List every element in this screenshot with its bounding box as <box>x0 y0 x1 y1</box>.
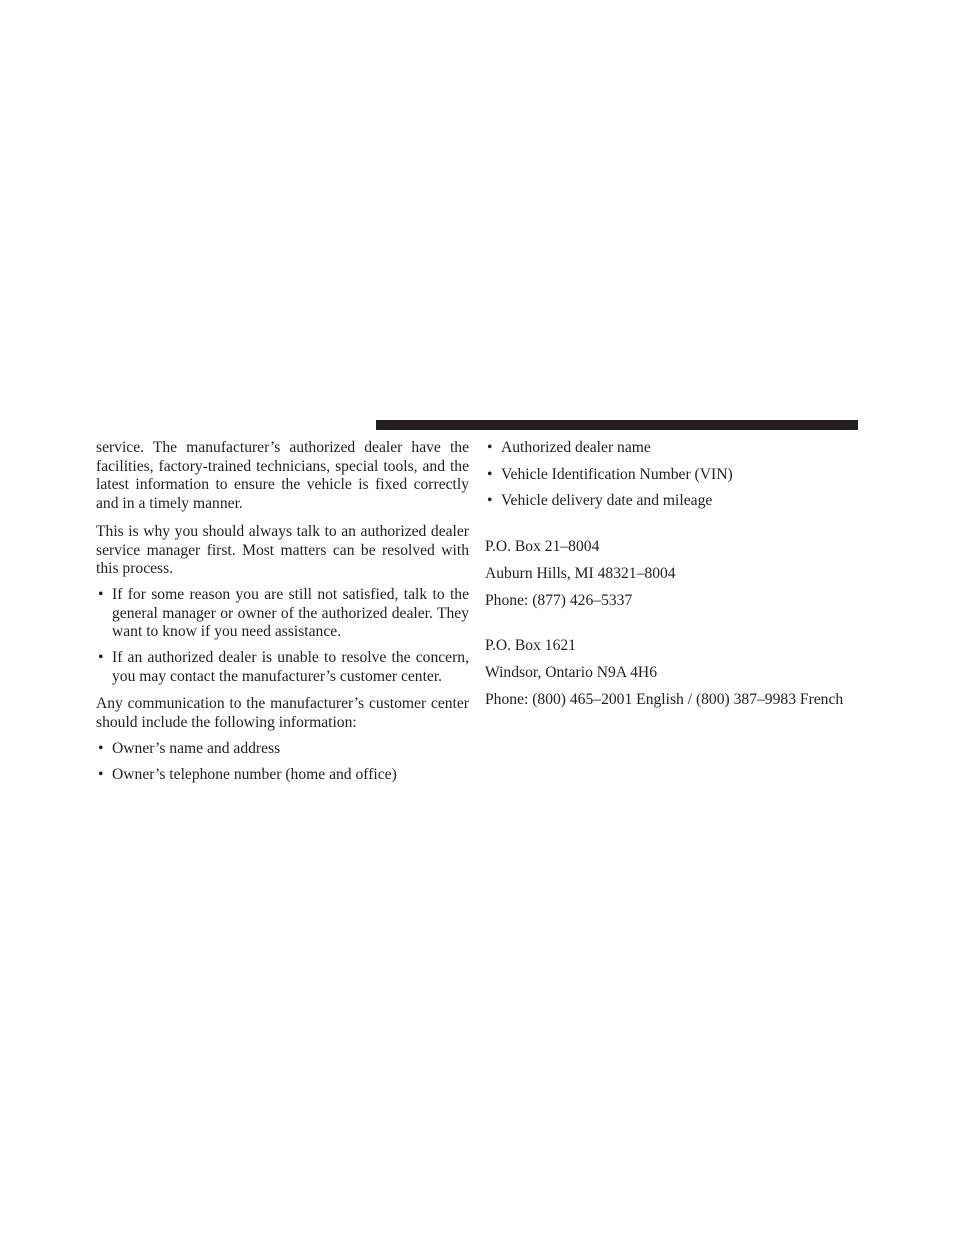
body-paragraph: This is why you should always talk to an authorized dealer service manager first. Most matters can be resolved with this process. <box>96 522 469 578</box>
bullet-icon: • <box>487 465 493 483</box>
address-line: Auburn Hills, MI 48321–8004 <box>485 564 676 582</box>
list-item-text: Vehicle delivery date and mileage <box>501 492 713 510</box>
bullet-icon: • <box>98 739 104 757</box>
list-item <box>485 492 865 511</box>
left-column <box>96 439 469 784</box>
body-paragraph: Any communication to the manufacturer’s customer center should include the following information: <box>96 695 469 732</box>
list-item-text: Vehicle Identification Number (VIN) <box>501 465 733 483</box>
bullet-icon: • <box>98 649 104 667</box>
list-item <box>96 740 469 759</box>
bullet-icon: • <box>98 585 104 603</box>
us-address-block <box>485 538 865 610</box>
right-column <box>485 439 865 709</box>
list-item-text: If an authorized dealer is unable to resolve the concern, you may contact the manufacturer’s customer center. <box>112 649 469 685</box>
bullet-icon: • <box>487 439 493 456</box>
phone-line: Phone: (800) 465–2001 English / (800) 387–9983 French <box>485 690 844 708</box>
section-header-bar <box>376 420 858 430</box>
bullet-icon: • <box>98 765 104 783</box>
canada-address-block <box>485 637 865 709</box>
bullet-list <box>485 439 865 511</box>
bullet-icon: • <box>487 492 493 510</box>
bullet-list <box>96 740 469 784</box>
list-item-text: Authorized dealer name <box>501 439 651 456</box>
list-item-text: Owner’s name and address <box>112 739 281 757</box>
list-item <box>96 766 469 785</box>
phone-line: Phone: (877) 426–5337 <box>485 591 633 609</box>
address-line: P.O. Box 21–8004 <box>485 538 600 556</box>
list-item <box>96 649 469 686</box>
list-item-text: Owner’s telephone number (home and office) <box>112 765 397 783</box>
list-item <box>96 586 469 642</box>
list-item <box>485 466 865 485</box>
body-paragraph: service. The manufacturer’s authorized dealer have the facilities, factory-trained technicians, special tools, and the latest information to ensure the vehicle is fixed correctly and in a timely manner. <box>96 439 469 513</box>
bullet-list <box>96 586 469 687</box>
address-line: Windsor, Ontario N9A 4H6 <box>485 663 657 681</box>
list-item <box>485 439 865 458</box>
address-line: P.O. Box 1621 <box>485 637 576 655</box>
list-item-text: If for some reason you are still not satisfied, talk to the general manager or owner of the authorized dealer. They want to know if you need assistance. <box>112 585 469 641</box>
